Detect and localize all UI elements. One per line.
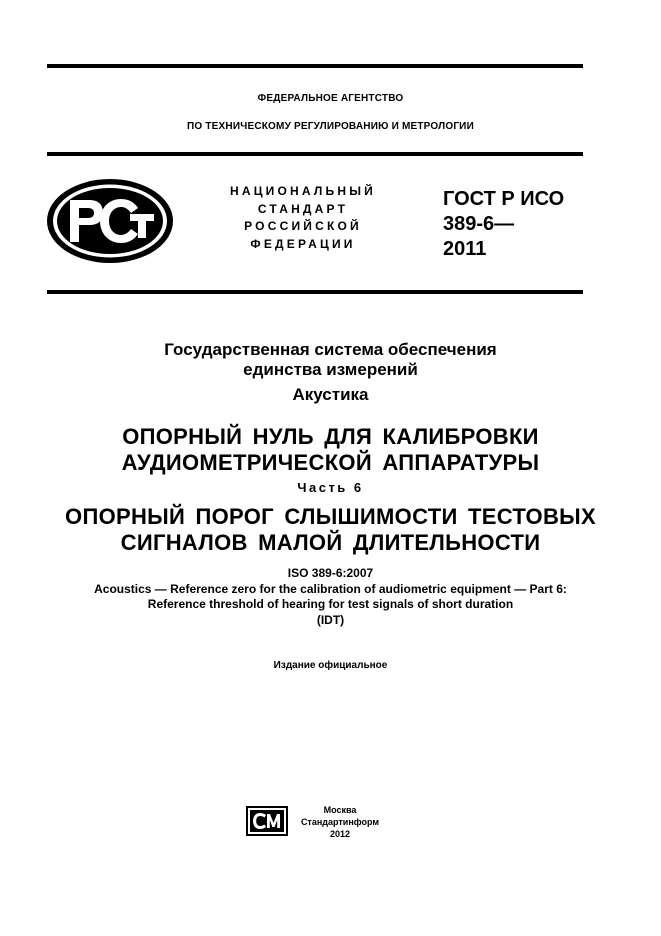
sub-title-line2: СИГНАЛОВ МАЛОЙ ДЛИТЕЛЬНОСТИ <box>120 530 541 555</box>
publisher-city: Москва <box>323 805 357 815</box>
iso-number: ISO 389-6:2007 <box>287 566 374 580</box>
iso-idt: (IDT) <box>316 612 345 627</box>
iso-english-title-line1: Acoustics — Reference zero for the calibration of audiometric equipment — Part 6: <box>94 581 567 596</box>
gost-line: 389-6— <box>443 213 515 235</box>
main-title <box>0 424 661 476</box>
system-title-line2: единства измерений <box>243 360 418 379</box>
standard-block-rule <box>47 290 583 294</box>
publisher-year: 2012 <box>329 829 351 839</box>
main-title-line2: АУДИОМЕТРИЧЕСКОЙ АППАРАТУРЫ <box>121 450 540 475</box>
main-title-line1: ОПОРНЫЙ НУЛЬ ДЛЯ КАЛИБРОВКИ <box>122 424 539 449</box>
standartinform-logo-icon <box>246 806 288 836</box>
sub-title-line1: ОПОРНЫЙ ПОРОГ СЛЫШИМОСТИ ТЕСТОВЫХ <box>65 504 596 529</box>
top-rule <box>47 64 583 68</box>
edition-label: Издание официальное <box>273 660 388 671</box>
acoustics-heading: Акустика <box>292 385 369 404</box>
agency-title-line2: ПО ТЕХНИЧЕСКОМУ РЕГУЛИРОВАНИЮ И МЕТРОЛОГИИ <box>187 121 474 132</box>
part-label: Часть 6 <box>297 480 364 495</box>
gost-line: ГОСТ Р ИСО <box>443 188 565 210</box>
publisher-info <box>295 804 385 840</box>
system-title-line1: Государственная система обеспечения <box>164 340 497 359</box>
rst-logo-icon <box>46 178 174 264</box>
national-standard-label <box>196 183 410 253</box>
iso-english-title-line2: Reference threshold of hearing for test signals of short duration <box>147 597 514 611</box>
gost-designation <box>443 187 564 262</box>
system-title <box>0 340 661 380</box>
publisher-name: Стандартинформ <box>300 817 380 827</box>
national-line: РОССИЙСКОЙ <box>244 219 362 233</box>
header-rule <box>47 152 583 156</box>
national-line: СТАНДАРТ <box>257 201 349 216</box>
sub-title <box>0 504 661 556</box>
gost-line: 2011 <box>443 238 487 260</box>
national-line: ФЕДЕРАЦИИ <box>250 236 356 251</box>
national-line: НАЦИОНАЛЬНЫЙ <box>229 184 377 198</box>
agency-title-line1: ФЕДЕРАЛЬНОЕ АГЕНТСТВО <box>257 93 404 104</box>
iso-reference <box>0 566 661 628</box>
